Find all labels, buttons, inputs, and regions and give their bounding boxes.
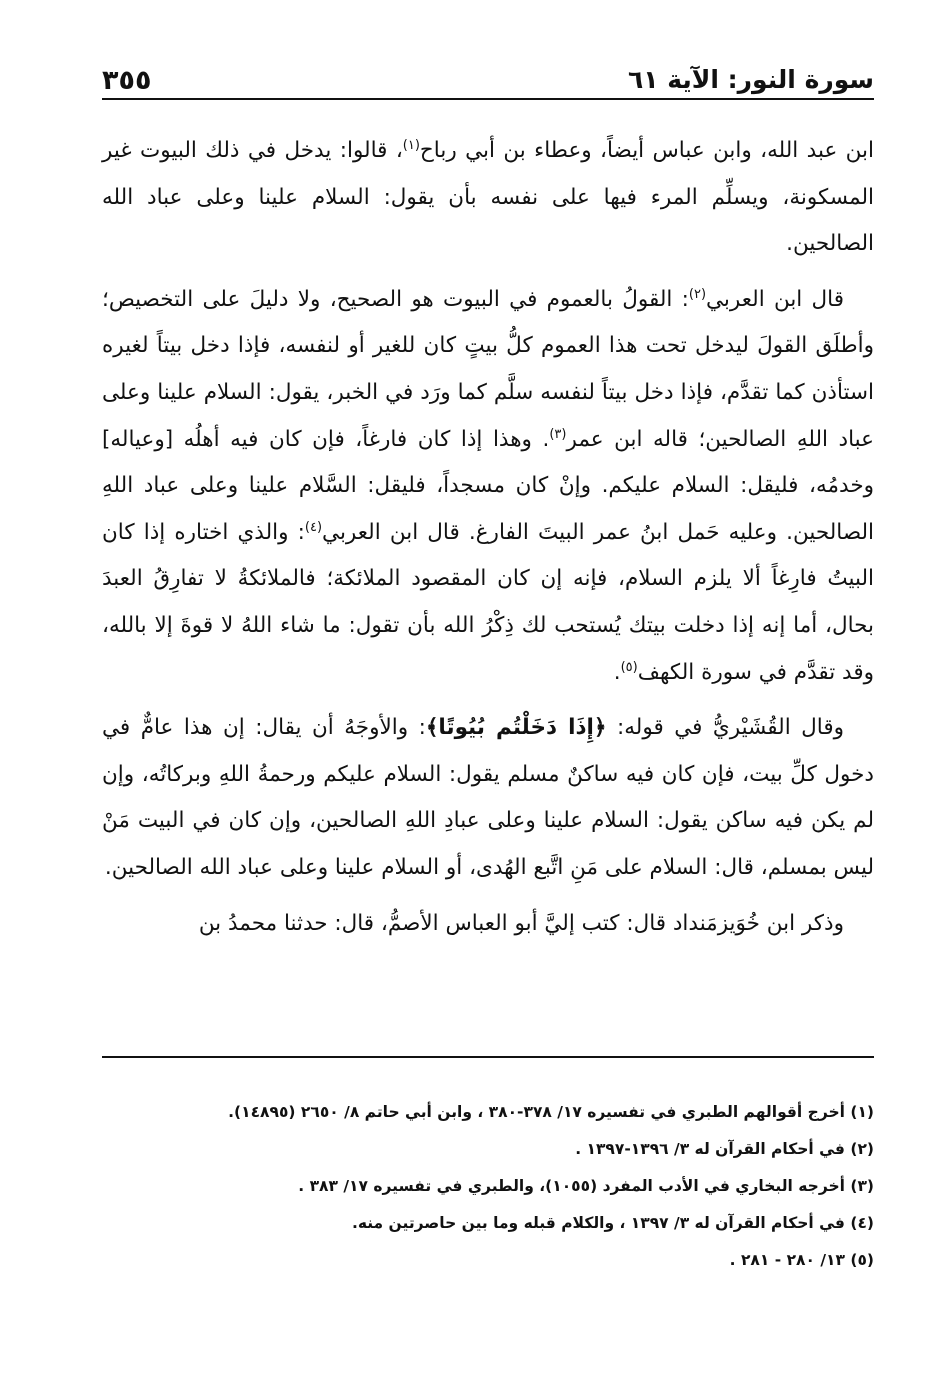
footnote-ref[interactable]: (٤) [304, 519, 323, 535]
footnote: (٤) في أحكام القرآن له ٣/ ١٣٩٧ ، والكلام قبله وما بين حاصرتين منه. [351, 1214, 874, 1232]
text-run: . وهذا إذا كان فارغاً، فإن كان فيه أهلُه [وعياله] وخدمُه، فليقل: السلام عليكم. وإنْ كان مسجداً، فليقل: السَّلام علينا وعلى عباد اللهِ الصالحين. وعليه حَمل ابنُ عمر البيتَ الفارغ. قال ابن العربي [102, 426, 874, 545]
text-run: وقال القُشَيْريُّ في قوله: [606, 715, 844, 741]
footnote-ref[interactable]: (٥) [620, 659, 638, 675]
main-text [102, 128, 874, 956]
paragraph: وذكر ابن خُوَيزمَنداد قال: كتب إليَّ أبو العباس الأصمُّ، قال: حدثنا محمدُ بن [198, 910, 844, 936]
text-run: قال ابن العربي [706, 286, 845, 312]
text-run: : والأوجَهُ أن يقال: إن هذا عامٌّ في دخول كلِّ بيت، فإن كان فيه ساكنٌ مسلم يقول: السلام عليكم ورحمةُ اللهِ وبركاتُه، وإن لم يكن فيه ساكن يقول: السلام علينا وعلى عبادِ اللهِ الصالحين، وإن كان في البيت مَنْ ليس بمسلم، قال: السلام على مَنِ اتَّبع الهُدى، أو السلام علينا وعلى عباد الله الصالحين. [102, 715, 874, 880]
footnote: (٥) ١٣/ ٢٨٠ - ٢٨١ . [729, 1251, 874, 1269]
text-run: : القولُ بالعموم في البيوت هو الصحيح، ولا دليلَ على التخصيص؛ وأطلَق القولَ ليدخل تحت هذا العموم كلُّ بيتٍ كان للغير أو لنفسه، فإذا دخل بيتاً لغيره استأذن كما تقدَّم، فإذا دخل بيتاً لنفسه سلَّم كما ورَد في الخبر، يقول: السلام علينا وعلى عباد اللهِ الصالحين؛ قاله ابن عمر [102, 286, 874, 452]
footnote-ref[interactable]: (٣) [549, 426, 567, 442]
surah-title: سورة النور: الآية ٦١ [627, 65, 874, 94]
text-run: ، قالوا: يدخل في ذلك البيوت غير المسكونة، ويسلِّم المرء فيها على نفسه بأن يقول: السلام علينا وعلى عباد الله الصالحين. [102, 138, 874, 257]
running-header [102, 56, 874, 100]
paragraph [102, 277, 874, 696]
paragraph [102, 705, 874, 891]
footnotes [102, 1094, 874, 1279]
page-number: ٣٥٥ [102, 65, 152, 96]
text-run: : والذي اختاره إذا كان البيتُ فارِغاً ألا يلزم السلام، فإنه إن كان المقصود الملائكة؛ فالملائكةُ لا تفارِقُ العبدَ بحال، أما إنه إذا دخلت بيتك يُستحب لك ذِكْرُ الله بأن تقول: ما شاء اللهُ لا قوةَ إلا بالله، وقد تقدَّم في سورة الكهف [102, 519, 874, 685]
footnote-divider [102, 1056, 874, 1058]
quran-verse: ﴿إِذَا دَخَلْتُم بُيُوتًا﴾ [425, 715, 607, 741]
text-run: ابن عبد الله، وابن عباس أيضاً، وعطاء بن أبي رباح [419, 138, 875, 163]
footnote-ref[interactable]: (٢) [688, 286, 707, 302]
paragraph [102, 128, 874, 268]
footnote: (١) أخرج أقوالهم الطبري في تفسيره ١٧/ ٣٧٨-٣٨٠ ، وابن أبي حاتم ٨/ ٢٦٥٠ (١٤٨٩٥). [228, 1103, 874, 1121]
text-run: . [613, 659, 621, 685]
footnote: (٢) في أحكام القرآن له ٣/ ١٣٩٦-١٣٩٧ . [575, 1140, 874, 1158]
footnote-ref[interactable]: (١) [402, 137, 420, 153]
footnote: (٣) أخرجه البخاري في الأدب المفرد (١٠٥٥)، والطبري في تفسيره ١٧/ ٣٨٣ . [298, 1177, 874, 1195]
